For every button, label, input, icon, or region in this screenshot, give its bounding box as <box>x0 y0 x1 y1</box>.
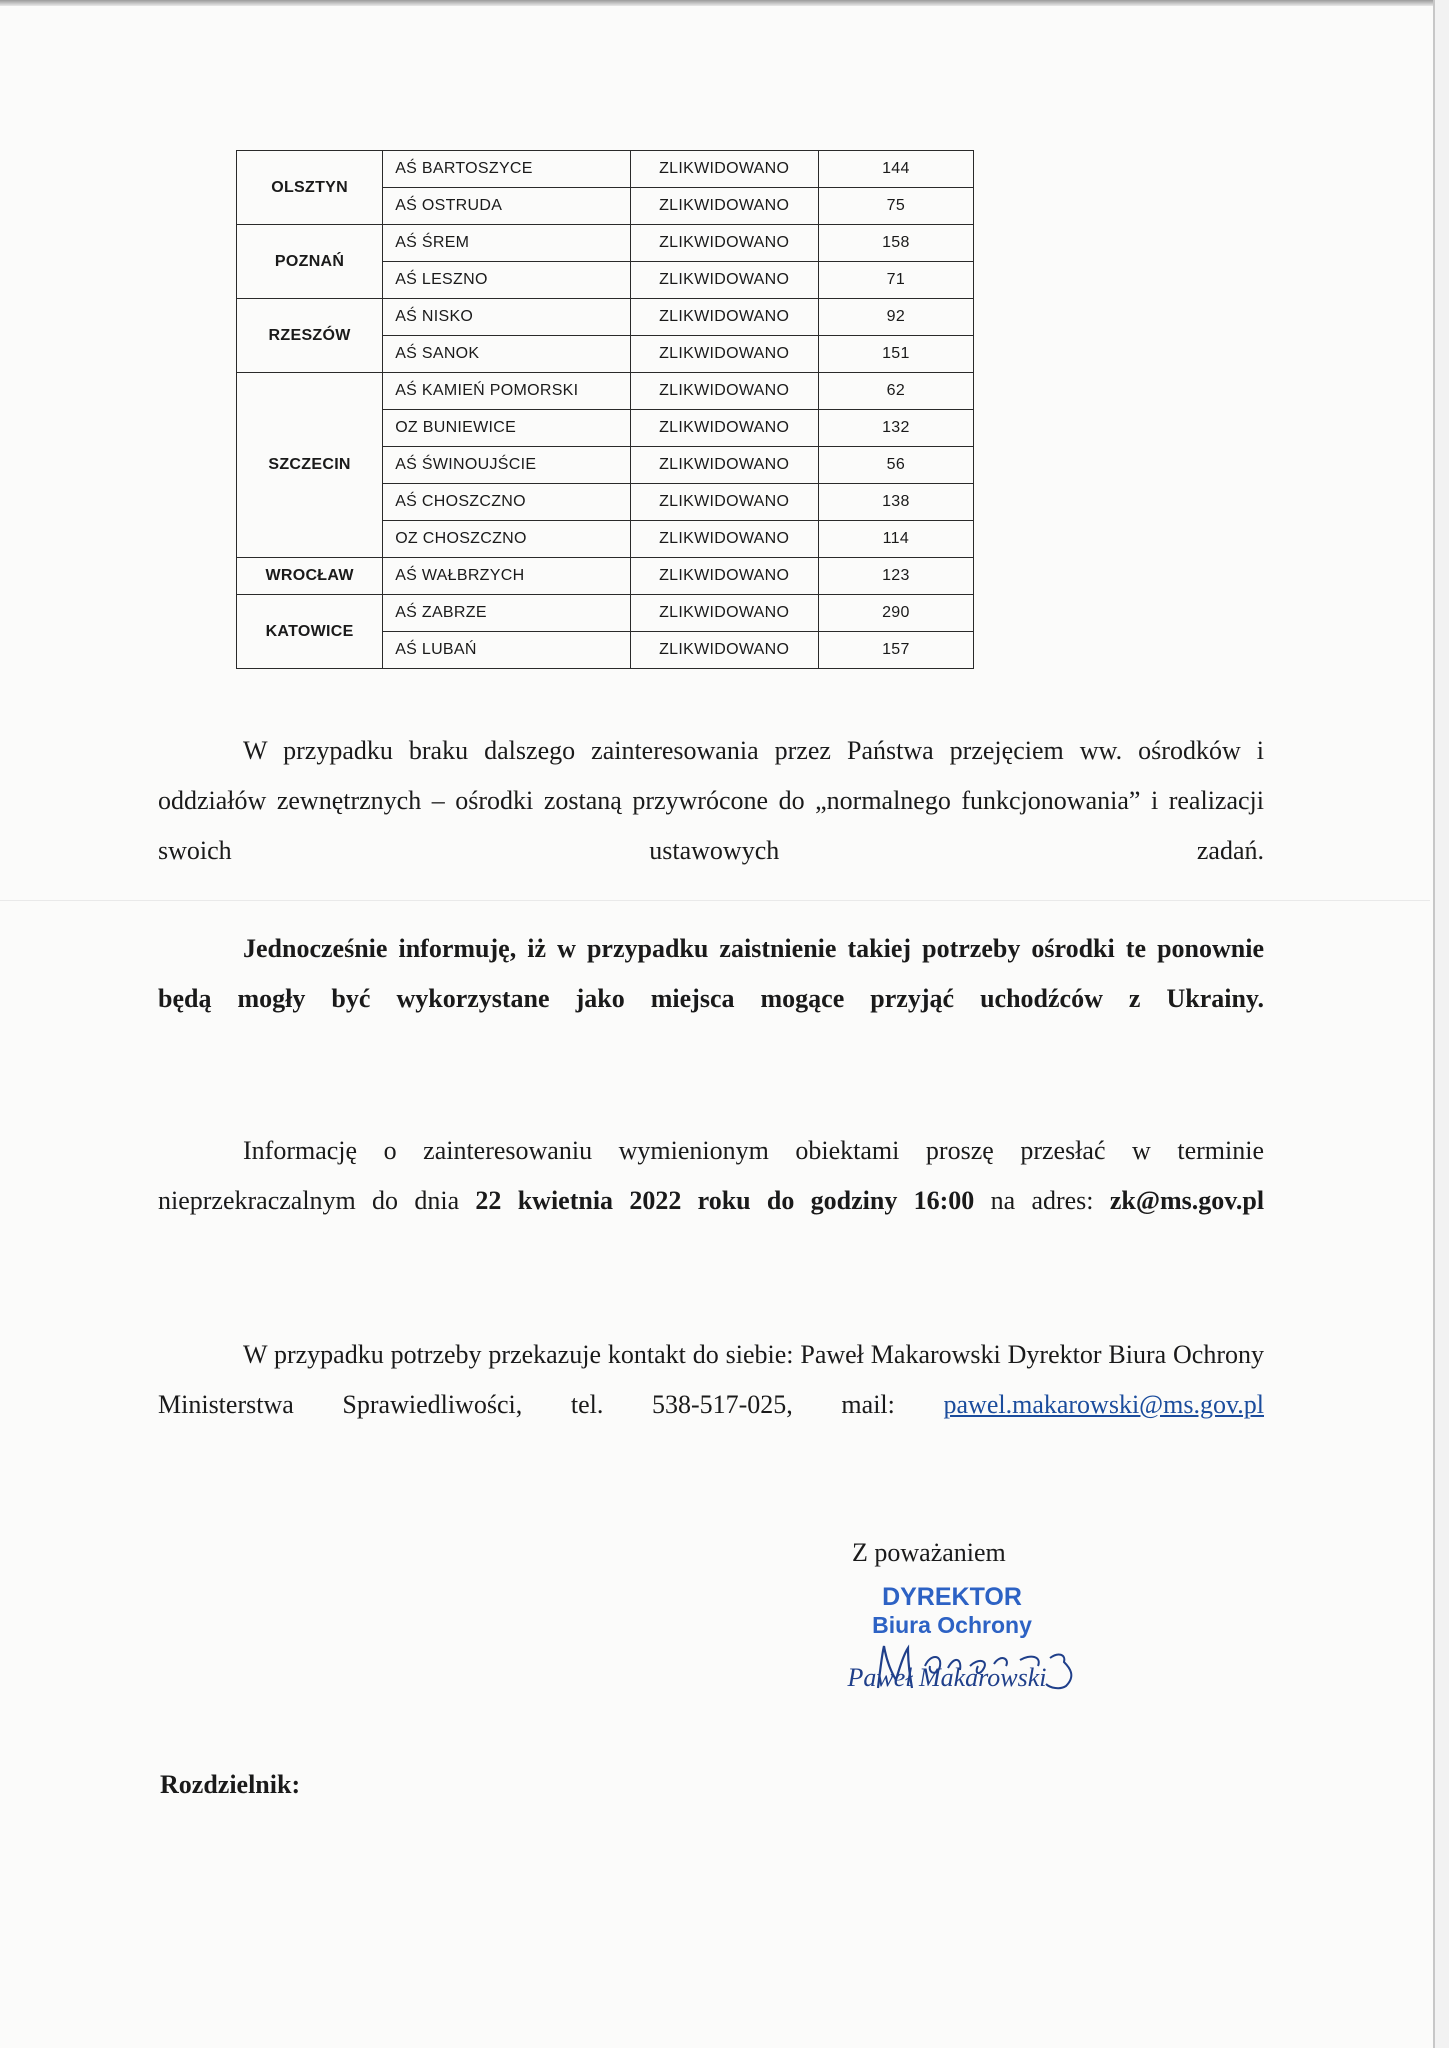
deadline-intro-text: Informację o zainteresowaniu wymienionym obiektami proszę przesłać w terminie nieprzekraczalnym do dnia <box>158 1136 1264 1215</box>
status-cell: ZLIKWIDOWANO <box>630 225 818 262</box>
unit-cell: AŚ LESZNO <box>383 262 630 299</box>
status-cell: ZLIKWIDOWANO <box>630 521 818 558</box>
region-cell: POZNAŃ <box>237 225 383 299</box>
count-cell: 132 <box>818 410 973 447</box>
status-cell: ZLIKWIDOWANO <box>630 299 818 336</box>
unit-cell: OZ CHOSZCZNO <box>383 521 630 558</box>
contact-text: W przypadku potrzeby przekazuje kontakt do siebie: Paweł Makarowski Dyrektor Biura Ochrony Ministerstwa Sprawiedliwości, tel. 538-517-025, mail: <box>158 1340 1264 1419</box>
deadline-email: zk@ms.gov.pl <box>1109 1186 1265 1215</box>
count-cell: 114 <box>818 521 973 558</box>
unit-cell: AŚ SANOK <box>383 336 630 373</box>
deadline-address-text: na adres: <box>990 1186 1094 1215</box>
distribution-list-label: Rozdzielnik: <box>160 1770 301 1799</box>
stamp-title: DYREKTOR <box>882 1583 1022 1611</box>
contact-email-link[interactable]: pawel.makarowski@ms.gov.pl <box>943 1390 1264 1419</box>
status-cell: ZLIKWIDOWANO <box>630 484 818 521</box>
facilities-table <box>236 150 974 669</box>
unit-cell: AŚ ŚWINOUJŚCIE <box>383 447 630 484</box>
handwritten-signature <box>870 1636 1090 1696</box>
table-row <box>237 595 974 632</box>
unit-cell: AŚ LUBAŃ <box>383 632 630 669</box>
count-cell: 151 <box>818 336 973 373</box>
unit-cell: AŚ CHOSZCZNO <box>383 484 630 521</box>
count-cell: 157 <box>818 632 973 669</box>
count-cell: 92 <box>818 299 973 336</box>
stamp-office: Biura Ochrony <box>872 1612 1032 1638</box>
table-row <box>237 299 974 336</box>
count-cell: 290 <box>818 595 973 632</box>
table-row <box>237 373 974 410</box>
count-cell: 138 <box>818 484 973 521</box>
count-cell: 123 <box>818 558 973 595</box>
status-cell: ZLIKWIDOWANO <box>630 151 818 188</box>
count-cell: 56 <box>818 447 973 484</box>
region-cell: SZCZECIN <box>237 373 383 558</box>
count-cell: 75 <box>818 188 973 225</box>
count-cell: 62 <box>818 373 973 410</box>
unit-cell: AŚ ZABRZE <box>383 595 630 632</box>
region-cell: KATOWICE <box>237 595 383 669</box>
scan-right-margin <box>1435 0 1449 2048</box>
region-cell: RZESZÓW <box>237 299 383 373</box>
status-cell: ZLIKWIDOWANO <box>630 188 818 225</box>
status-cell: ZLIKWIDOWANO <box>630 410 818 447</box>
unit-cell: OZ BUNIEWICE <box>383 410 630 447</box>
unit-cell: AŚ OSTRUDA <box>383 188 630 225</box>
scan-top-edge <box>0 0 1449 6</box>
region-cell: OLSZTYN <box>237 151 383 225</box>
closing-salutation: Z poważaniem <box>852 1538 1006 1567</box>
table-row <box>237 151 974 188</box>
status-cell: ZLIKWIDOWANO <box>630 595 818 632</box>
paragraph-contact <box>158 1330 1264 1430</box>
unit-cell: AŚ BARTOSZYCE <box>383 151 630 188</box>
count-cell: 158 <box>818 225 973 262</box>
paragraph-no-interest-text: W przypadku braku dalszego zainteresowania przez Państwa przejęciem ww. ośrodków i oddziałów zewnętrznych – ośrodki zostaną przywrócone do „normalnego funkcjonowania” i realizacji swoich ustawowych zadań. <box>158 736 1264 865</box>
paragraph-refugees <box>158 924 1264 1024</box>
region-cell: WROCŁAW <box>237 558 383 595</box>
status-cell: ZLIKWIDOWANO <box>630 262 818 299</box>
table-row <box>237 225 974 262</box>
unit-cell: AŚ KAMIEŃ POMORSKI <box>383 373 630 410</box>
paragraph-no-interest <box>158 726 1264 876</box>
status-cell: ZLIKWIDOWANO <box>630 447 818 484</box>
status-cell: ZLIKWIDOWANO <box>630 558 818 595</box>
count-cell: 144 <box>818 151 973 188</box>
unit-cell: AŚ WAŁBRZYCH <box>383 558 630 595</box>
status-cell: ZLIKWIDOWANO <box>630 632 818 669</box>
stamp-name: Paweł Makarowski <box>847 1663 1047 1692</box>
status-cell: ZLIKWIDOWANO <box>630 336 818 373</box>
paragraph-refugees-text: Jednocześnie informuję, iż w przypadku zaistnienie takiej potrzeby ośrodki te ponownie będą mogły być wykorzystane jako miejsca mogące przyjąć uchodźców z Ukrainy. <box>158 934 1264 1013</box>
count-cell: 71 <box>818 262 973 299</box>
scan-right-edge <box>1433 0 1435 2048</box>
unit-cell: AŚ ŚREM <box>383 225 630 262</box>
status-cell: ZLIKWIDOWANO <box>630 373 818 410</box>
deadline-date: 22 kwietnia 2022 roku do godziny 16:00 <box>475 1186 975 1215</box>
table-row <box>237 558 974 595</box>
unit-cell: AŚ NISKO <box>383 299 630 336</box>
paper-fold-line <box>0 900 1430 901</box>
paragraph-deadline <box>158 1126 1264 1226</box>
